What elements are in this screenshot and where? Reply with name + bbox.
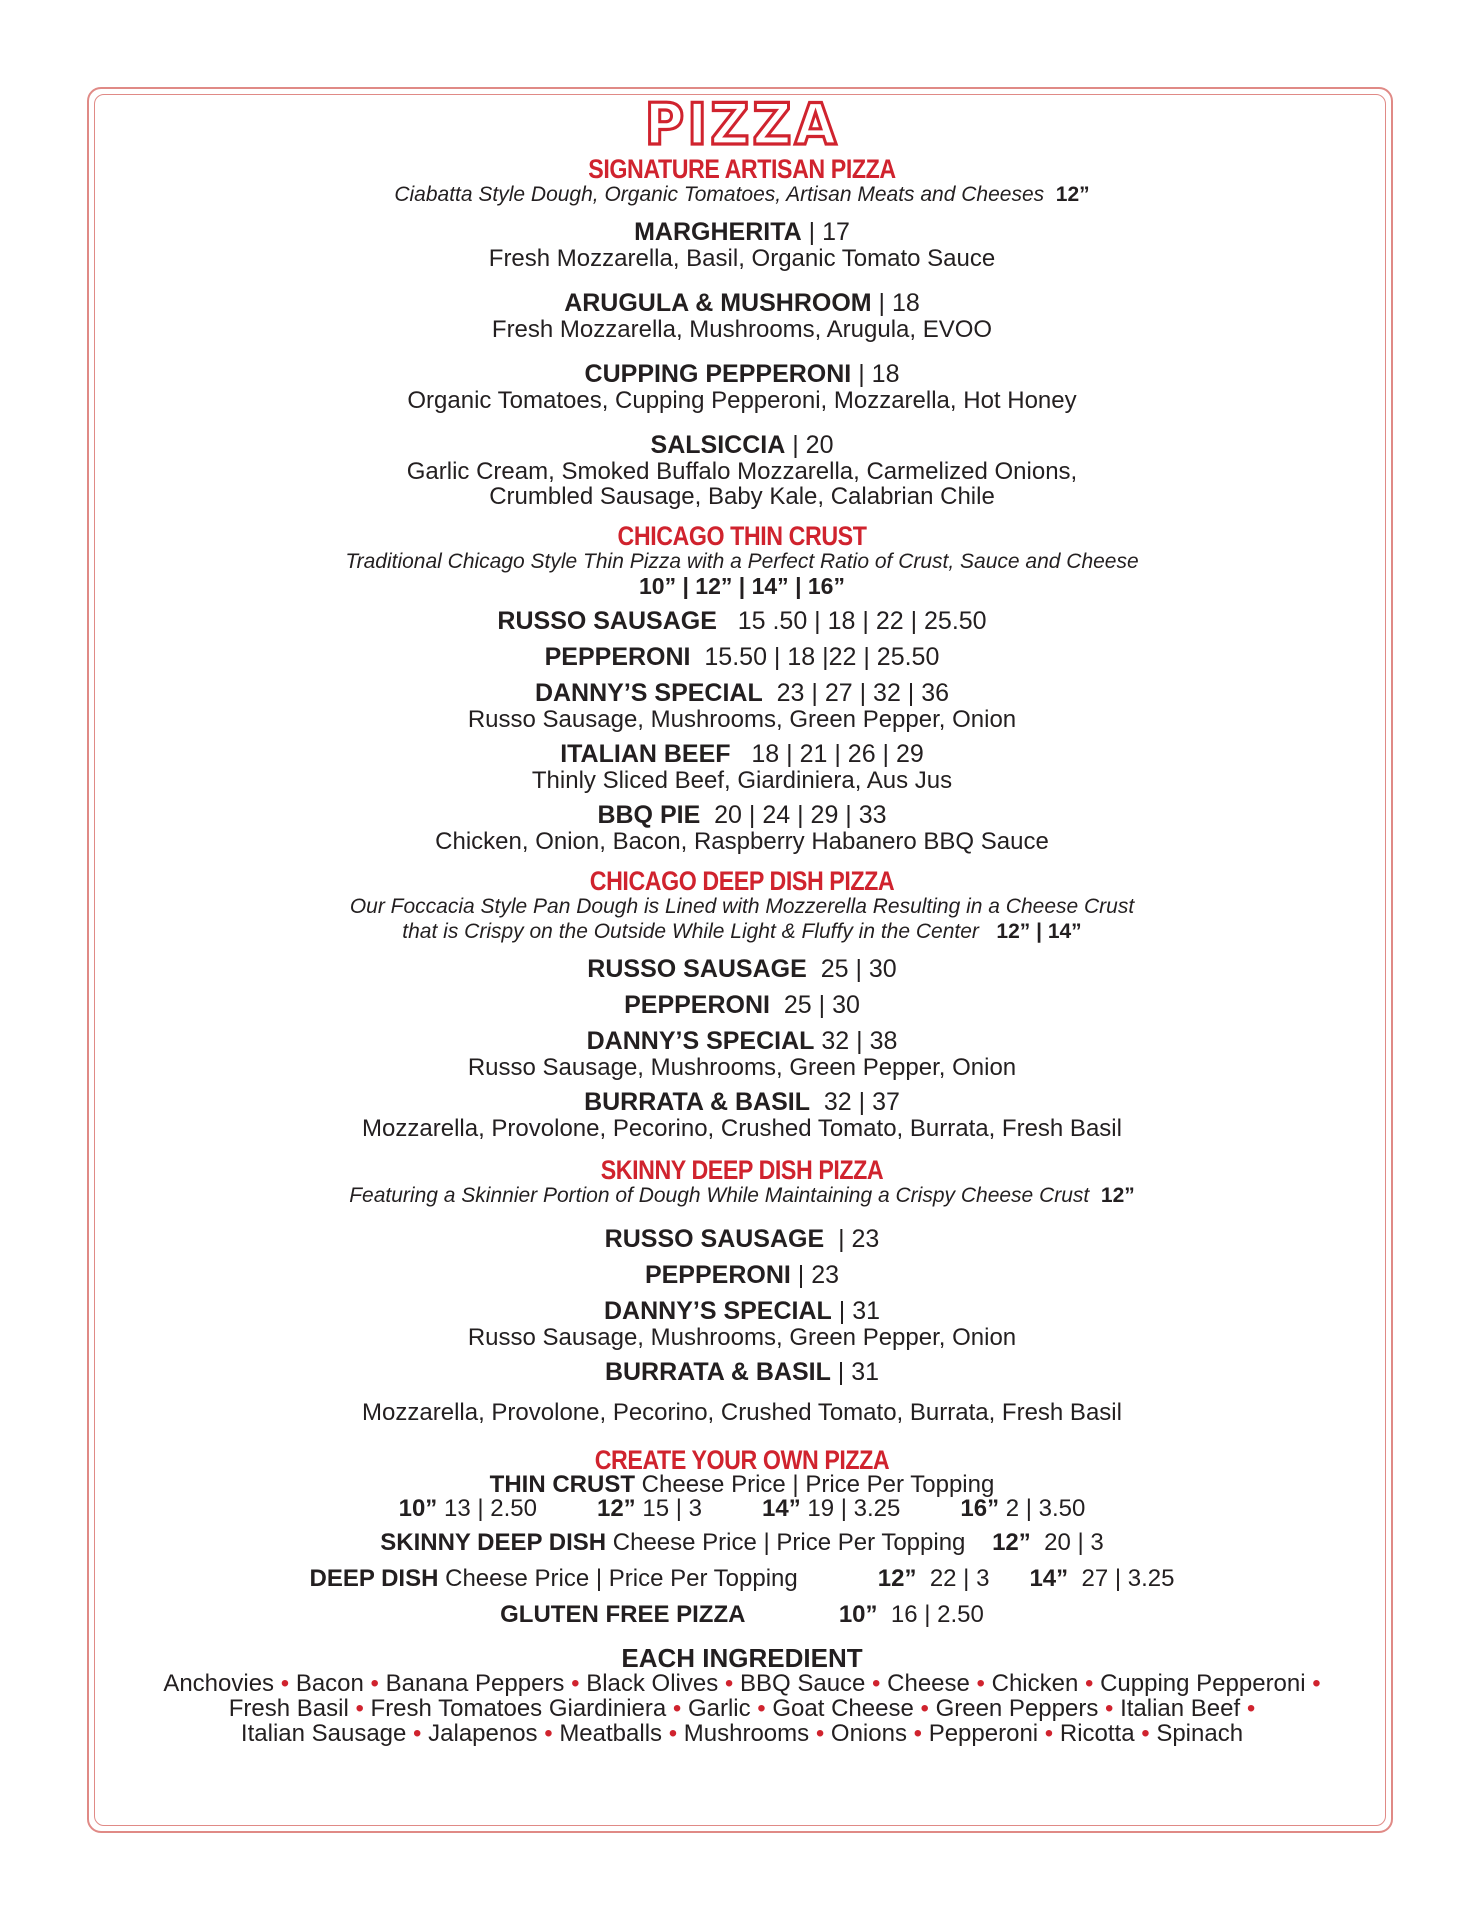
bullet-separator: • <box>274 1670 296 1697</box>
menu-item <box>100 992 1384 1019</box>
menu-item <box>100 1089 1384 1141</box>
menu-item <box>100 956 1384 983</box>
menu-item <box>100 1226 1384 1253</box>
item-price: | 18 <box>858 360 900 388</box>
item-price: 25 | 30 <box>820 955 897 983</box>
size-label: 16” <box>960 1495 1000 1522</box>
menu-page <box>100 91 1384 1747</box>
ingredient-list-line <box>100 1671 1384 1696</box>
menu-item <box>100 219 1384 271</box>
item-name: RUSSO SAUSAGE <box>604 1225 825 1253</box>
size-label: 10” <box>398 1495 438 1522</box>
size-price: 2 | 3.50 <box>1005 1495 1086 1522</box>
item-price: | 31 <box>837 1358 880 1386</box>
size-price: 13 | 2.50 <box>443 1495 537 1522</box>
size-label: 12” <box>877 1565 917 1592</box>
size-label: 12” <box>992 1529 1031 1556</box>
item-price: 18 | 21 | 26 | 29 <box>751 740 924 768</box>
size-label: 12” <box>1055 183 1090 206</box>
item-ingredients: Russo Sausage, Mushrooms, Green Pepper, Onion <box>467 706 1017 733</box>
section-heading: EACH INGREDIENT <box>621 1643 863 1673</box>
item-name: PEPPERONI <box>624 991 770 1019</box>
item-ingredients: Crumbled Sausage, Baby Kale, Calabrian Chile <box>489 483 995 510</box>
menu-item <box>100 1028 1384 1080</box>
size-price: 15 | 3 <box>642 1495 702 1522</box>
ingredient-name: Fresh Basil <box>228 1695 349 1722</box>
bullet-separator: • <box>363 1670 386 1697</box>
ingredient-name: Spinach <box>1156 1720 1244 1747</box>
bullet-separator: • <box>1240 1695 1256 1722</box>
item-price: 15.50 | 18 |22 | 25.50 <box>704 643 940 671</box>
ingredient-name: Ricotta <box>1059 1720 1135 1747</box>
ingredient-name: Goat Cheese <box>772 1695 914 1722</box>
bullet-separator: • <box>537 1720 560 1747</box>
menu-item <box>100 432 1384 509</box>
ingredient-name: Mushrooms <box>683 1720 810 1747</box>
bullet-separator: • <box>1305 1670 1321 1697</box>
ingredient-name: Jalapenos <box>428 1720 538 1747</box>
item-name: BBQ PIE <box>597 801 701 829</box>
bullet-separator: • <box>564 1670 587 1697</box>
menu-item <box>100 644 1384 671</box>
cyo-note: Cheese Price | Price Per Topping <box>612 1529 966 1556</box>
size-price: 20 | 3 <box>1044 1529 1104 1556</box>
cyo-note: Cheese Price | Price Per Topping <box>641 1471 995 1498</box>
item-price: 25 | 30 <box>783 991 860 1019</box>
section-heading: SIGNATURE ARTISAN PIZZA <box>588 154 896 184</box>
item-name: RUSSO SAUSAGE <box>497 607 717 635</box>
item-price: 32 | 38 <box>821 1027 898 1055</box>
item-price: | 17 <box>808 218 850 246</box>
description-text: Featuring a Skinnier Portion of Dough While Maintaining a Crispy Cheese Crust <box>349 1184 1090 1207</box>
menu-item <box>100 802 1384 854</box>
item-ingredients: Russo Sausage, Mushrooms, Green Pepper, Onion <box>467 1054 1017 1081</box>
cyo-gluten-free-row <box>100 1601 1384 1629</box>
item-ingredients: Mozzarella, Provolone, Pecorino, Crushed Tomato, Burrata, Fresh Basil <box>362 1399 1122 1426</box>
cyo-thin-crust-label-row <box>100 1473 1384 1497</box>
size-price: 19 | 3.25 <box>807 1495 901 1522</box>
description-text: that is Crispy on the Outside While Light & Fluffy in the Center <box>402 920 979 943</box>
item-name: PEPPERONI <box>544 643 691 671</box>
item-price: 23 | 27 | 32 | 36 <box>776 679 950 707</box>
item-name: DANNY’S SPECIAL <box>534 679 763 707</box>
size-price: 22 | 3 <box>929 1565 990 1592</box>
cyo-label: DEEP DISH <box>309 1565 439 1592</box>
item-ingredients: Chicken, Onion, Bacon, Raspberry Habanero BBQ Sauce <box>435 828 1049 855</box>
item-price: | 18 <box>878 289 920 317</box>
item-price: | 23 <box>838 1225 880 1253</box>
item-name: SALSICCIA <box>650 431 786 459</box>
bullet-separator: • <box>913 1695 936 1722</box>
item-name: PEPPERONI <box>644 1261 791 1289</box>
item-ingredients: Fresh Mozzarella, Basil, Organic Tomato Sauce <box>488 245 996 272</box>
item-name: CUPPING PEPPERONI <box>584 360 852 388</box>
ingredient-name: Chicken <box>991 1670 1079 1697</box>
section-heading: CHICAGO THIN CRUST <box>617 521 867 551</box>
section-description: Traditional Chicago Style Thin Pizza with a Perfect Ratio of Crust, Sauce and Cheese <box>345 550 1139 573</box>
size-label: 14” <box>1029 1565 1069 1592</box>
ingredient-name: Meatballs <box>559 1720 663 1747</box>
section-each-ingredient <box>100 1645 1384 1746</box>
bullet-separator: • <box>406 1720 429 1747</box>
menu-item <box>100 1262 1384 1289</box>
ingredient-name: Anchovies <box>163 1670 275 1697</box>
bullet-separator: • <box>1038 1720 1060 1747</box>
size-label: 12” | 14” <box>996 920 1082 943</box>
bullet-separator: • <box>348 1695 371 1722</box>
section-heading: SKINNY DEEP DISH PIZZA <box>600 1155 884 1185</box>
section-chicago-thin-crust <box>100 523 1384 854</box>
item-price: | 31 <box>838 1297 880 1325</box>
section-skinny-deep-dish <box>100 1157 1384 1425</box>
menu-item <box>100 1359 1384 1425</box>
ingredient-name: Black Olives <box>586 1670 719 1697</box>
item-ingredients: Organic Tomatoes, Cupping Pepperoni, Mozzarella, Hot Honey <box>407 387 1077 414</box>
size-price: 27 | 3.25 <box>1081 1565 1175 1592</box>
ingredient-name: Green Peppers <box>935 1695 1099 1722</box>
bullet-separator: • <box>750 1695 773 1722</box>
section-description <box>100 919 1384 944</box>
bullet-separator: • <box>718 1670 740 1697</box>
item-price: 15 .50 | 18 | 22 | 25.50 <box>737 607 987 635</box>
bullet-separator: • <box>969 1670 992 1697</box>
bullet-separator: • <box>1134 1720 1157 1747</box>
size-label: 10” | 12” | 14” | 16” <box>639 573 845 599</box>
section-description <box>100 182 1384 207</box>
cyo-thin-crust-prices <box>100 1497 1384 1521</box>
item-ingredients: Russo Sausage, Mushrooms, Green Pepper, Onion <box>467 1324 1017 1351</box>
item-price: | 20 <box>792 431 834 459</box>
section-signature-artisan <box>100 156 1384 509</box>
bullet-separator: • <box>906 1720 929 1747</box>
cyo-label: THIN CRUST <box>489 1471 635 1498</box>
menu-item <box>100 741 1384 793</box>
item-ingredients: Mozzarella, Provolone, Pecorino, Crushed Tomato, Burrata, Fresh Basil <box>362 1115 1122 1142</box>
ingredient-name: Garlic <box>687 1695 751 1722</box>
section-description <box>100 1183 1384 1208</box>
cyo-skinny-row <box>100 1529 1384 1557</box>
item-name: BURRATA & BASIL <box>604 1358 831 1386</box>
item-price: 20 | 24 | 29 | 33 <box>714 801 887 829</box>
item-name: DANNY’S SPECIAL <box>603 1297 832 1325</box>
item-name: BURRATA & BASIL <box>584 1088 810 1116</box>
cyo-label: SKINNY DEEP DISH <box>380 1529 607 1556</box>
item-ingredients: Fresh Mozzarella, Mushrooms, Arugula, EVOO <box>491 316 993 343</box>
ingredient-name: Pepperoni <box>928 1720 1039 1747</box>
bullet-separator: • <box>666 1695 688 1722</box>
item-price: 32 | 37 <box>823 1088 900 1116</box>
bullet-separator: • <box>865 1670 888 1697</box>
menu-item <box>100 361 1384 413</box>
item-name: MARGHERITA <box>634 218 802 246</box>
ingredient-name: Bacon <box>295 1670 364 1697</box>
ingredient-name: Fresh Tomatoes Giardiniera <box>370 1695 667 1722</box>
size-label: 14” <box>762 1495 801 1522</box>
cyo-label: GLUTEN FREE PIZZA <box>500 1601 746 1628</box>
item-name: ITALIAN BEEF <box>560 740 731 768</box>
ingredient-name: Italian Beef <box>1120 1695 1241 1722</box>
item-name: RUSSO SAUSAGE <box>587 955 807 983</box>
section-description: Our Foccacia Style Pan Dough is Lined with Mozzerella Resulting in a Cheese Crust <box>349 895 1135 918</box>
item-ingredients: Garlic Cream, Smoked Buffalo Mozzarella, Carmelized Onions, <box>406 458 1078 485</box>
ingredient-list-line <box>100 1696 1384 1721</box>
ingredient-list-line <box>100 1721 1384 1746</box>
ingredient-name: Cupping Pepperoni <box>1100 1670 1306 1697</box>
ingredient-name: Cheese <box>887 1670 970 1697</box>
menu-item <box>100 290 1384 342</box>
bullet-separator: • <box>1098 1695 1121 1722</box>
bullet-separator: • <box>809 1720 831 1747</box>
item-ingredients: Thinly Sliced Beef, Giardiniera, Aus Jus <box>531 767 953 794</box>
size-price: 16 | 2.50 <box>890 1601 984 1628</box>
menu-item <box>100 608 1384 635</box>
description-text: Ciabatta Style Dough, Organic Tomatoes, Artisan Meats and Cheeses <box>394 183 1045 206</box>
size-label: 12” <box>1100 1184 1135 1207</box>
menu-item <box>100 680 1384 732</box>
cyo-note: Cheese Price | Price Per Topping <box>445 1565 798 1592</box>
item-name: ARUGULA & MUSHROOM <box>564 289 872 317</box>
section-chicago-deep-dish <box>100 868 1384 1141</box>
section-heading: CREATE YOUR OWN PIZZA <box>594 1445 890 1475</box>
ingredient-name: BBQ Sauce <box>739 1670 866 1697</box>
cyo-deep-dish-row <box>100 1565 1384 1593</box>
size-label: 12” <box>596 1495 636 1522</box>
section-create-your-own <box>100 1447 1384 1629</box>
bullet-separator: • <box>1078 1670 1101 1697</box>
menu-item <box>100 1298 1384 1350</box>
ingredient-name: Banana Peppers <box>385 1670 565 1697</box>
bullet-separator: • <box>662 1720 684 1747</box>
item-name: DANNY’S SPECIAL <box>586 1027 815 1055</box>
size-label: 10” <box>838 1601 878 1628</box>
section-heading: CHICAGO DEEP DISH PIZZA <box>589 866 895 896</box>
ingredient-name: Onions <box>830 1720 907 1747</box>
item-price: | 23 <box>797 1261 840 1289</box>
ingredient-name: Italian Sausage <box>240 1720 407 1747</box>
menu-title: PIZZA <box>644 91 840 158</box>
